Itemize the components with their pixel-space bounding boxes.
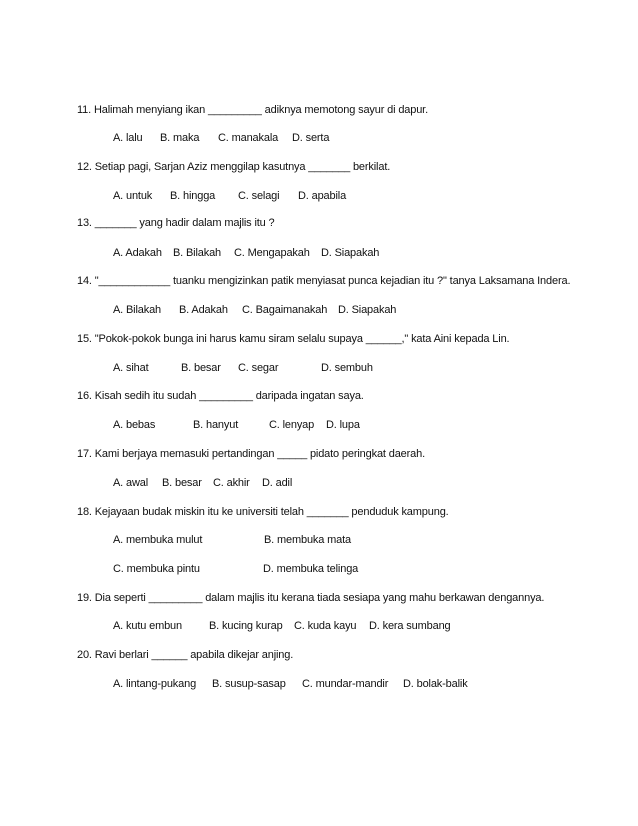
question-15 bbox=[77, 332, 509, 346]
question-text: "____________ tuanku mengizinkan patik menyiasat punca kejadian itu ?" tanya Laksamana Indera. bbox=[94, 275, 571, 287]
answer-option: D. apabila bbox=[298, 190, 347, 202]
answer-option: C. akhir bbox=[213, 477, 250, 489]
answer-option: C. kuda kayu bbox=[294, 620, 357, 632]
answer-option: C. manakala bbox=[218, 132, 279, 144]
answer-option: A. membuka mulut bbox=[113, 534, 203, 546]
question-text: Setiap pagi, Sarjan Aziz menggilap kasutnya _______ berkilat. bbox=[94, 161, 391, 173]
answer-option: C. mundar-mandir bbox=[302, 678, 389, 690]
answer-option: B. maka bbox=[160, 132, 200, 144]
answer-option: D. Siapakah bbox=[338, 304, 397, 316]
question-text: Kisah sedih itu sudah _________ daripada ingatan saya. bbox=[94, 390, 364, 402]
answer-option: D. sembuh bbox=[321, 362, 373, 374]
question-number: 15. bbox=[77, 333, 92, 345]
answer-option: C. membuka pintu bbox=[113, 563, 200, 575]
answer-option: C. segar bbox=[238, 362, 279, 374]
question-number: 19. bbox=[77, 592, 92, 604]
answer-option: B. Bilakah bbox=[173, 247, 222, 259]
answer-option: D. kera sumbang bbox=[369, 620, 451, 632]
answer-option: D. bolak-balik bbox=[403, 678, 468, 690]
question-17 bbox=[77, 447, 425, 461]
answer-option: A. lalu bbox=[113, 132, 143, 144]
question-text: Halimah menyiang ikan _________ adiknya memotong sayur di dapur. bbox=[93, 104, 428, 116]
question-text: Ravi berlari ______ apabila dikejar anjing. bbox=[94, 649, 294, 661]
answer-option: A. kutu embun bbox=[113, 620, 182, 632]
answer-option: B. besar bbox=[181, 362, 221, 374]
question-text: Kami berjaya memasuki pertandingan _____ pidato peringkat daerah. bbox=[94, 448, 425, 460]
answer-option: D. serta bbox=[292, 132, 330, 144]
answer-option: A. lintang-pukang bbox=[113, 678, 197, 690]
question-number: 11. bbox=[77, 104, 92, 116]
question-number: 17. bbox=[77, 448, 92, 460]
question-12 bbox=[77, 160, 390, 174]
question-text: Kejayaan budak miskin itu ke universiti telah _______ penduduk kampung. bbox=[94, 506, 449, 518]
answer-option: B. susup-sasap bbox=[212, 678, 286, 690]
question-11 bbox=[77, 103, 428, 117]
answer-option: C. lenyap bbox=[269, 419, 315, 431]
answer-option: B. besar bbox=[162, 477, 202, 489]
answer-option: A. sihat bbox=[113, 362, 149, 374]
question-text: "Pokok-pokok bunga ini harus kamu siram selalu supaya ______," kata Aini kepada Lin. bbox=[94, 333, 510, 345]
answer-option: A. untuk bbox=[113, 190, 153, 202]
question-number: 20. bbox=[77, 649, 92, 661]
answer-option: D. Siapakah bbox=[321, 247, 380, 259]
answer-option: A. Bilakah bbox=[113, 304, 162, 316]
question-16 bbox=[77, 389, 364, 403]
answer-option: B. kucing kurap bbox=[209, 620, 283, 632]
answer-option: D. adil bbox=[262, 477, 293, 489]
question-14 bbox=[77, 274, 570, 288]
question-number: 14. bbox=[77, 275, 92, 287]
answer-option: B. Adakah bbox=[179, 304, 228, 316]
question-text: Dia seperti _________ dalam majlis itu kerana tiada sesiapa yang mahu berkawan dengannya. bbox=[94, 592, 545, 604]
answer-option: B. hanyut bbox=[193, 419, 239, 431]
answer-option: A. Adakah bbox=[113, 247, 162, 259]
answer-option: A. bebas bbox=[113, 419, 156, 431]
question-18 bbox=[77, 505, 449, 519]
question-text: _______ yang hadir dalam majlis itu ? bbox=[94, 217, 275, 229]
question-20 bbox=[77, 648, 293, 662]
question-19 bbox=[77, 591, 544, 605]
question-number: 13. bbox=[77, 217, 92, 229]
answer-option: A. awal bbox=[113, 477, 149, 489]
answer-option: C. Bagaimanakah bbox=[242, 304, 328, 316]
answer-option: C. selagi bbox=[238, 190, 280, 202]
question-number: 16. bbox=[77, 390, 92, 402]
question-number: 18. bbox=[77, 506, 92, 518]
question-number: 12. bbox=[77, 161, 92, 173]
answer-option: D. lupa bbox=[326, 419, 360, 431]
answer-option: B. membuka mata bbox=[264, 534, 352, 546]
answer-option: D. membuka telinga bbox=[263, 563, 359, 575]
question-13 bbox=[77, 216, 274, 230]
answer-option: C. Mengapakah bbox=[234, 247, 310, 259]
answer-option: B. hingga bbox=[170, 190, 216, 202]
